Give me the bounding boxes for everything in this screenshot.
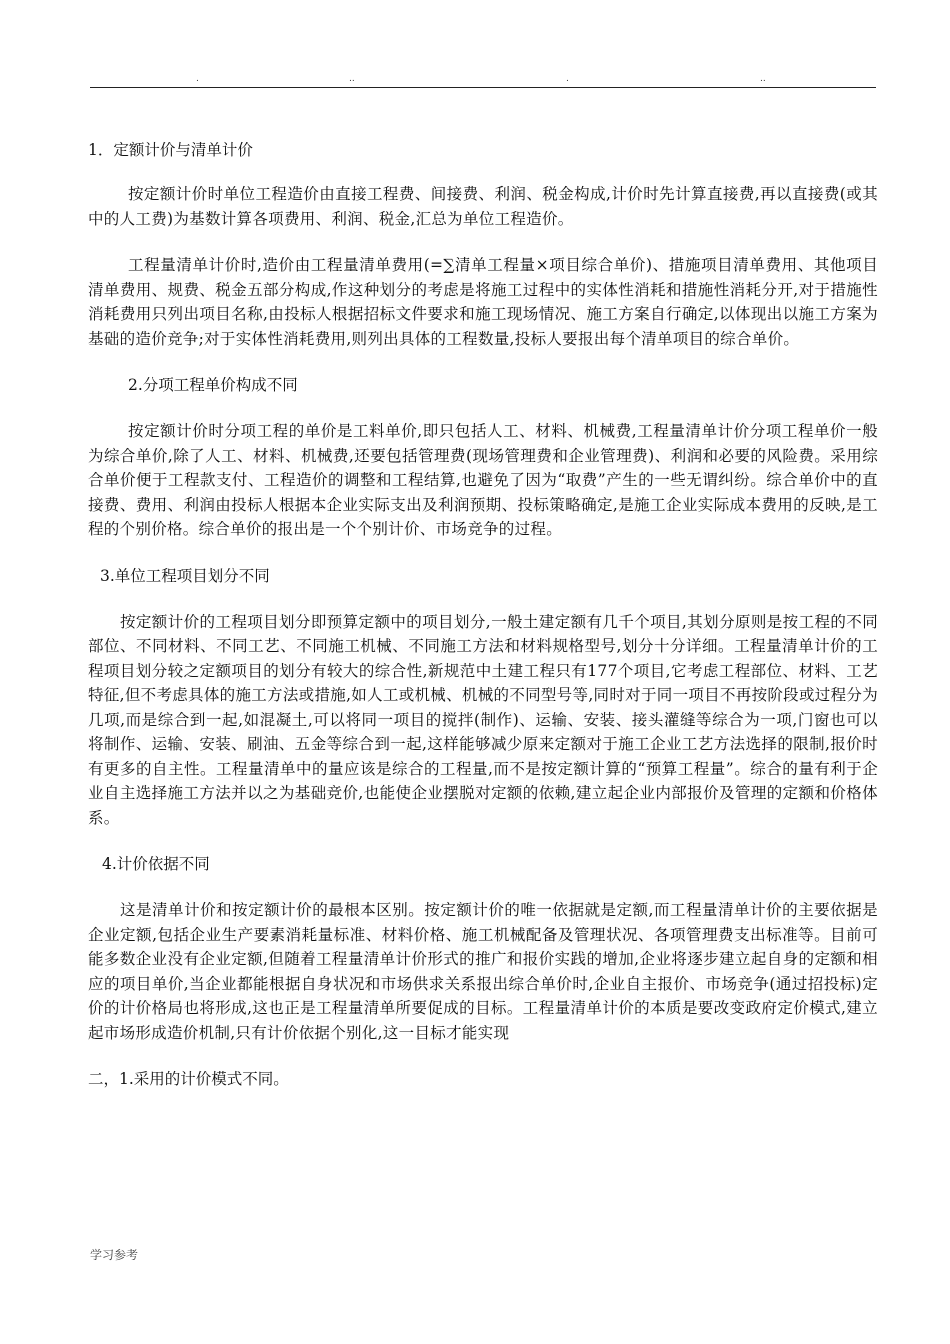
header-dot: . xyxy=(566,74,569,84)
page-footer: 学习参考 xyxy=(90,1248,139,1262)
header-dot: .. xyxy=(760,74,766,84)
section-heading-5: 二，1.采用的计价模式不同。 xyxy=(88,1070,289,1088)
header-dot: .. xyxy=(349,74,355,84)
header-rule xyxy=(90,87,876,88)
paragraph: 按定额计价时单位工程造价由直接工程费、间接费、利润、税金构成,计价时先计算直接费,再以直接费(或其中的人工费)为基数计算各项费用、利润、税金,汇总为单位工程造价。 xyxy=(88,185,878,228)
paragraph: 工程量清单计价时,造价由工程量清单费用(=∑清单工程量×项目综合单价)、措施项目清单费用、其他项目清单费用、规费、税金五部分构成,作这种划分的考虑是将施工过程中的实体性消耗和措施性消耗分开,对于措施性消耗费用只列出项目名称,由投标人根据招标文件要求和施工现场情况、施工方案自行确定,以体现出以施工方案为基础的造价竞争;对于实体性消耗费用,则列出具体的工程数量,投标人要报出每个清单项目的综合单价。 xyxy=(88,256,878,348)
section-heading-4: 4.计价依据不同 xyxy=(102,855,210,873)
section-heading-1: 1．定额计价与清单计价 xyxy=(88,141,253,159)
paragraph: 按定额计价时分项工程的单价是工料单价,即只包括人工、材料、机械费,工程量清单计价分项工程单价一般为综合单价,除了人工、材料、机械费,还要包括管理费(现场管理费和企业管理费)、利润和必要的风险费。采用综合单价便于工程款支付、工程造价的调整和工程结算,也避免了因为“取费”产生的一些无谓纠纷。综合单价中的直接费、费用、利润由投标人根据本企业实际支出及利润预期、投标策略确定,是施工企业实际成本费用的反映,是工程的个别价格。综合单价的报出是一个个别计价、市场竞争的过程。 xyxy=(88,422,878,538)
document-body xyxy=(88,138,878,1091)
section-heading-3: 3.单位工程项目划分不同 xyxy=(100,566,270,585)
paragraph: 按定额计价的工程项目划分即预算定额中的项目划分,一般土建定额有几千个项目,其划分原则是按工程的不同部位、不同材料、不同工艺、不同施工机械、不同施工方法和材料规格型号,划分十分详细。工程量清单计价的工程项目划分较之定额项目的划分有较大的综合性,新规范中土建工程只有177个项目,它考虑工程部位、材料、工艺特征,但不考虑具体的施工方法或措施,如人工或机械、机械的不同型号等,同时对于同一项目不再按阶段或过程分为几项,而是综合到一起,如混凝土,可以将同一项目的搅拌(制作)、运输、安装、接头灌缝等综合为一项,门窗也可以将制作、运输、安装、刷油、五金等综合到一起,这样能够减少原来定额对于施工企业工艺方法选择的限制,报价时有更多的自主性。工程量清单中的量应该是综合的工程量,而不是按定额计算的“预算工程量”。综合的量有利于企业自主选择施工方法并以之为基础竞价,也能使企业摆脱对定额的依赖,建立起企业内部报价及管理的定额和价格体系。 xyxy=(88,612,878,827)
page-header-marks xyxy=(90,74,876,86)
header-dot: . xyxy=(196,74,199,84)
paragraph: 这是清单计价和按定额计价的最根本区别。按定额计价的唯一依据就是定额,而工程量清单计价的主要依据是企业定额,包括企业生产要素消耗量标准、材料价格、施工机械配备及管理状况、各项管理费支出标准等。目前可能多数企业没有企业定额,但随着工程量清单计价形式的推广和报价实践的增加,企业将逐步建立起自身的定额和相应的项目单价,当企业都能根据自身状况和市场供求关系报出综合单价时,企业自主报价、市场竞争(通过招投标)定价的计价格局也将形成,这也正是工程量清单所要促成的目标。工程量清单计价的本质是要改变政府定价模式,建立起市场形成造价机制,只有计价依据个别化,这一目标才能实现 xyxy=(88,901,878,1042)
section-heading-2: 2.分项工程单价构成不同 xyxy=(128,376,298,394)
